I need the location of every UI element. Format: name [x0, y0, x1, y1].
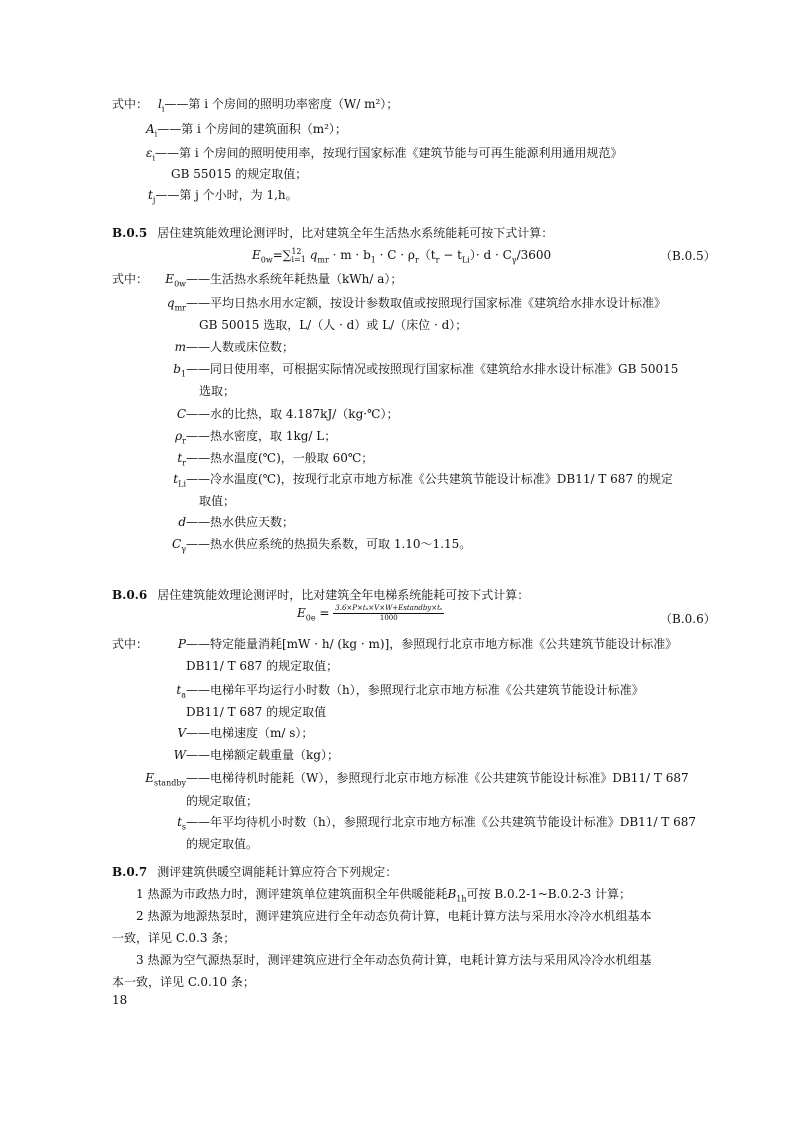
definition-text: GB 50015 选取，L/（人 · d）或 L/（床位 · d）；: [199, 318, 468, 332]
clause-number: B.0.5: [112, 226, 148, 240]
definition-line: [112, 536, 471, 552]
symbol-sub: s: [181, 822, 186, 832]
formula-b05: $E_{0w}=\sum^{12}_{i=1}$ $q_{mr} \cdot m \cdot b_1 \cdot C \cdot \rho_r(t_r - t_{Li})\cdot d \cdot C_\gamma/3600$: [252, 247, 552, 265]
definition-text: ——冷水温度(℃)，按现行北京市地方标准《公共建筑节能设计标准》DB11/ T 687 的规定: [186, 472, 673, 486]
symbol-sub: i: [154, 129, 158, 139]
b07-item-3-cont: 本一致，详见 C.0.10 条；: [112, 975, 255, 989]
definition-text: ——电梯待机时能耗（W），参照现行北京市地方标准《公共建筑节能设计标准》DB11/ T 687: [186, 771, 689, 785]
definition-line: [112, 747, 339, 763]
definition-text: ——热水密度，取 1kg/ L；: [186, 429, 337, 443]
definition-line: [112, 339, 294, 355]
definition-text: ——特定能量消耗[mW · h/ (kg · m)]，参照现行北京市地方标准《公共建筑节能设计标准》: [186, 637, 678, 651]
definition-line: [112, 271, 402, 287]
symbol: ρ: [175, 429, 183, 443]
symbol: V: [177, 726, 186, 740]
definition-line: [112, 471, 673, 487]
clause-b06: [112, 587, 529, 603]
symbol-sub: r: [182, 458, 186, 468]
definition-text: 的规定取值。: [186, 837, 259, 851]
definition-line: [112, 814, 696, 830]
symbol: E: [165, 272, 175, 286]
definition-text: DB11/ T 687 的规定取值；: [186, 659, 339, 673]
page-number: 18: [112, 993, 128, 1007]
prefix-label: 式中：: [112, 97, 149, 111]
clause-text: 居住建筑能效理论测评时，比对建筑全年生活热水系统能耗可按下式计算：: [157, 226, 554, 240]
def-line-ei-cont: GB 55015 的规定取值；: [171, 167, 308, 181]
symbol-sub: Li: [178, 479, 186, 489]
definition-text: 取值；: [199, 494, 236, 508]
symbol-sub: i: [152, 153, 156, 163]
clause-number: B.0.6: [112, 588, 148, 602]
symbol: d: [178, 515, 186, 529]
definition-text: ——同日使用率，可根据实际情况或按照现行国家标准《建筑给水排水设计标准》GB 50015: [186, 362, 679, 376]
definition-text: ——第 i 个房间的照明功率密度（W/ m²）；: [164, 97, 399, 111]
clause-b05: [112, 225, 553, 241]
b07-item-3: 3 热源为空气源热泵时，测评建筑应进行全年动态负荷计算，电耗计算方法与采用风冷冷水机组基: [136, 953, 652, 967]
definition-continuation: [199, 493, 235, 509]
prefix-label: 式中：: [112, 272, 149, 286]
b07-item-1: 1 热源为市政热力时，测评建筑单位建筑面积全年供暖能耗$B_{1h}$可按 B.0.2-1~B.0.2-3 计算；: [136, 887, 632, 904]
definition-text: 的规定取值；: [186, 794, 259, 808]
definition-text: ——平均日热水用水定额，按设计参数取值或按照现行国家标准《建筑给水排水设计标准》: [186, 296, 667, 310]
symbol: b: [173, 362, 181, 376]
clause-text: 测评建筑供暖空调能耗计算应符合下列规定：: [157, 865, 398, 879]
definition-text: ——年平均待机小时数（h），参照现行北京市地方标准《公共建筑节能设计标准》DB11/ T 687: [186, 815, 697, 829]
definition-line: [112, 514, 294, 530]
definition-line: [112, 770, 689, 786]
symbol: m: [174, 340, 186, 354]
symbol: t: [173, 472, 179, 486]
def-line-tj: [148, 187, 298, 203]
definition-text: ——热水温度(℃)，一般取 60℃；: [186, 451, 374, 465]
symbol-sub: 1: [180, 369, 186, 379]
definition-continuation: [199, 383, 235, 399]
symbol: C: [176, 407, 186, 421]
definition-text: ——电梯额定载重量（kg）；: [186, 748, 339, 762]
definition-continuation: [199, 317, 467, 333]
definition-text: ——第 i 个房间的建筑面积（m²）；: [157, 122, 347, 136]
symbol: q: [166, 296, 175, 310]
definition-line: [112, 636, 677, 652]
symbol-sub: mr: [174, 303, 186, 313]
symbol-sub: standby: [153, 778, 186, 788]
symbol: A: [146, 122, 155, 136]
symbol-sub: j: [152, 195, 156, 205]
symbol: E: [145, 771, 154, 785]
symbol: t: [148, 188, 153, 202]
clause-number: B.0.7: [112, 865, 148, 879]
prefix-label: 式中：: [112, 637, 149, 651]
definition-text: ——热水供应系统的热损失系数，可取 1.10～1.15。: [186, 537, 472, 551]
symbol: t: [177, 451, 183, 465]
symbol-sub: 0w: [174, 279, 186, 289]
symbol-sub: γ: [181, 544, 186, 554]
symbol-sub: r: [182, 436, 186, 446]
definition-text: ——电梯速度（m/ s）；: [186, 726, 314, 740]
definition-text: DB11/ T 687 的规定取值: [186, 705, 327, 719]
definition-text: ——电梯年平均运行小时数（h），参照现行北京市地方标准《公共建筑节能设计标准》: [186, 683, 644, 697]
definition-text: ——生活热水系统年耗热量（kWh/ a）；: [186, 272, 403, 286]
definition-text: ——第 j 个小时，为 1,h。: [155, 188, 298, 202]
definition-line: [112, 295, 666, 311]
definition-text: ——第 i 个房间的照明使用率，按现行国家标准《建筑节能与可再生能源利用通用规范》: [155, 146, 623, 160]
formula-b06: $E_{0e}$ = $\frac{\text{3.6×P×tₐ×V×W+Estandby×tₛ}}{1000}$: [297, 604, 443, 623]
symbol-sub: a: [181, 690, 186, 700]
clause-b07: [112, 864, 397, 880]
definition-line: [112, 361, 678, 377]
definition-line: [112, 428, 336, 444]
definition-line: [112, 725, 313, 741]
definition-continuation: [186, 836, 258, 852]
symbol: t: [176, 683, 182, 697]
def-line-ei: [146, 145, 623, 161]
definition-text: ——热水供应天数；: [186, 515, 295, 529]
definition-text: ——水的比热，取 4.187kJ/（kg·℃）；: [186, 407, 399, 421]
symbol: l: [158, 97, 162, 111]
definition-text: 选取；: [199, 384, 236, 398]
definition-continuation: [186, 704, 326, 720]
b07-item-2: 2 热源为地源热泵时，测评建筑应进行全年动态负荷计算，电耗计算方法与采用水冷冷水机组基本: [136, 909, 652, 923]
def-line-ai: [146, 121, 347, 137]
definition-line: [112, 450, 373, 466]
b07-item-2-cont: 一致，详见 C.0.3 条；: [112, 931, 236, 945]
equation-number: （B.0.6）: [660, 612, 716, 626]
symbol: P: [177, 637, 186, 651]
symbol-sub: i: [161, 104, 165, 114]
symbol: t: [177, 815, 182, 829]
definition-continuation: [186, 658, 338, 674]
symbol: ε: [146, 146, 153, 160]
clause-text: 居住建筑能效理论测评时，比对建筑全年电梯系统能耗可按下式计算：: [157, 588, 530, 602]
definition-line: [112, 682, 644, 698]
equation-number: （B.0.5）: [660, 249, 716, 263]
def-line-li: [112, 96, 398, 112]
definition-line: [112, 406, 399, 422]
symbol: W: [173, 748, 186, 762]
symbol: C: [172, 537, 182, 551]
definition-text: ——人数或床位数；: [186, 340, 295, 354]
definition-continuation: [186, 793, 258, 809]
